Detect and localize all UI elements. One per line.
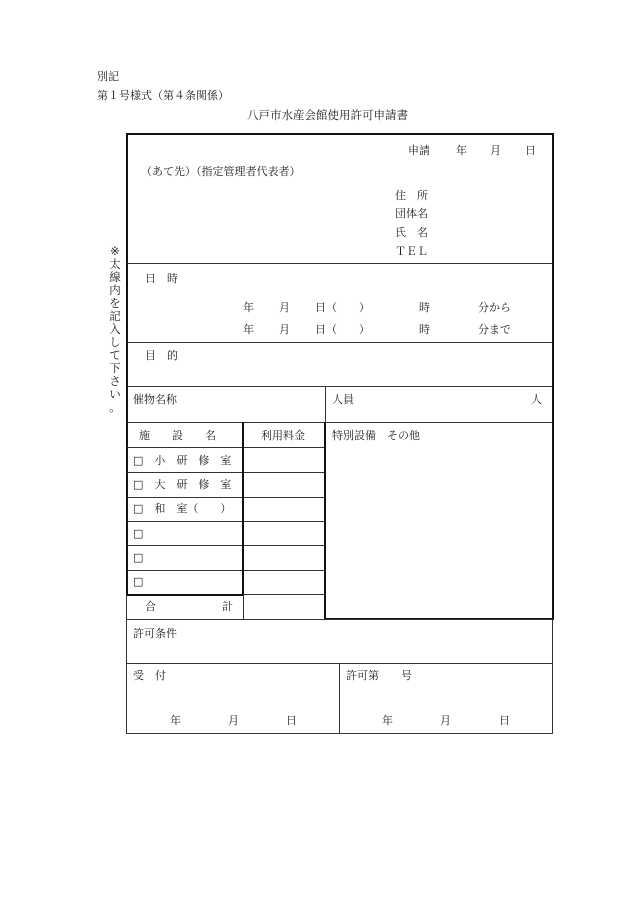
appendix-label: 別記 bbox=[97, 70, 119, 83]
people-label: 人員 bbox=[332, 393, 354, 406]
side-instruction-note: ※ 太 線 内 を 記 入 し て 下 さ い 。 bbox=[109, 244, 121, 414]
permit-number-label: 許可第 号 bbox=[346, 669, 412, 682]
reception-month: 月 bbox=[228, 714, 239, 727]
reception-day: 日 bbox=[286, 714, 297, 727]
organization-label: 団体名 bbox=[395, 207, 428, 220]
start-day: 日（ ） bbox=[315, 301, 370, 314]
facility-row: □ 和 室（ ） bbox=[133, 502, 232, 515]
form-title: 八戸市水産会館使用許可申請書 bbox=[247, 108, 408, 122]
address-label: 住 所 bbox=[395, 189, 428, 202]
total-label: 合 計 bbox=[145, 600, 233, 613]
start-year: 年 bbox=[243, 301, 254, 314]
reception-year: 年 bbox=[170, 714, 181, 727]
facility-row: □ 大 研 修 室 bbox=[133, 478, 232, 491]
apply-month: 月 bbox=[490, 144, 501, 157]
purpose-label: 目 的 bbox=[145, 349, 178, 362]
start-month: 月 bbox=[279, 301, 290, 314]
start-hour: 時 bbox=[419, 301, 430, 314]
end-hour: 時 bbox=[419, 323, 430, 336]
fee-header: 利用料金 bbox=[261, 429, 305, 442]
tel-label: ＴＥＬ bbox=[395, 245, 428, 258]
end-minute: 分まで bbox=[478, 323, 511, 336]
name-label: 氏 名 bbox=[395, 226, 428, 239]
permit-day: 日 bbox=[499, 714, 510, 727]
reception-label: 受 付 bbox=[133, 669, 166, 682]
form-number: 第１号様式（第４条関係） bbox=[97, 89, 229, 102]
facility-row: □ 小 研 修 室 bbox=[133, 454, 232, 467]
facility-name-header: 施 設 名 bbox=[139, 429, 216, 442]
permit-conditions-label: 許可条件 bbox=[133, 627, 177, 640]
start-minute: 分から bbox=[478, 301, 511, 314]
addressee: （あて先）（指定管理者代表者） bbox=[141, 165, 301, 178]
datetime-label: 日 時 bbox=[145, 272, 178, 285]
event-name-label: 催物名称 bbox=[133, 393, 177, 406]
end-month: 月 bbox=[279, 323, 290, 336]
people-unit: 人 bbox=[531, 393, 542, 406]
permit-year: 年 bbox=[382, 714, 393, 727]
apply-year: 年 bbox=[456, 144, 467, 157]
end-day: 日（ ） bbox=[315, 323, 370, 336]
facility-row: □ bbox=[133, 527, 144, 540]
end-year: 年 bbox=[243, 323, 254, 336]
apply-label: 申請 bbox=[408, 144, 430, 157]
facility-row: □ bbox=[133, 551, 144, 564]
permit-month: 月 bbox=[440, 714, 451, 727]
facility-row: □ bbox=[133, 575, 144, 588]
apply-day: 日 bbox=[525, 144, 536, 157]
equipment-label: 特別設備 その他 bbox=[332, 429, 420, 442]
